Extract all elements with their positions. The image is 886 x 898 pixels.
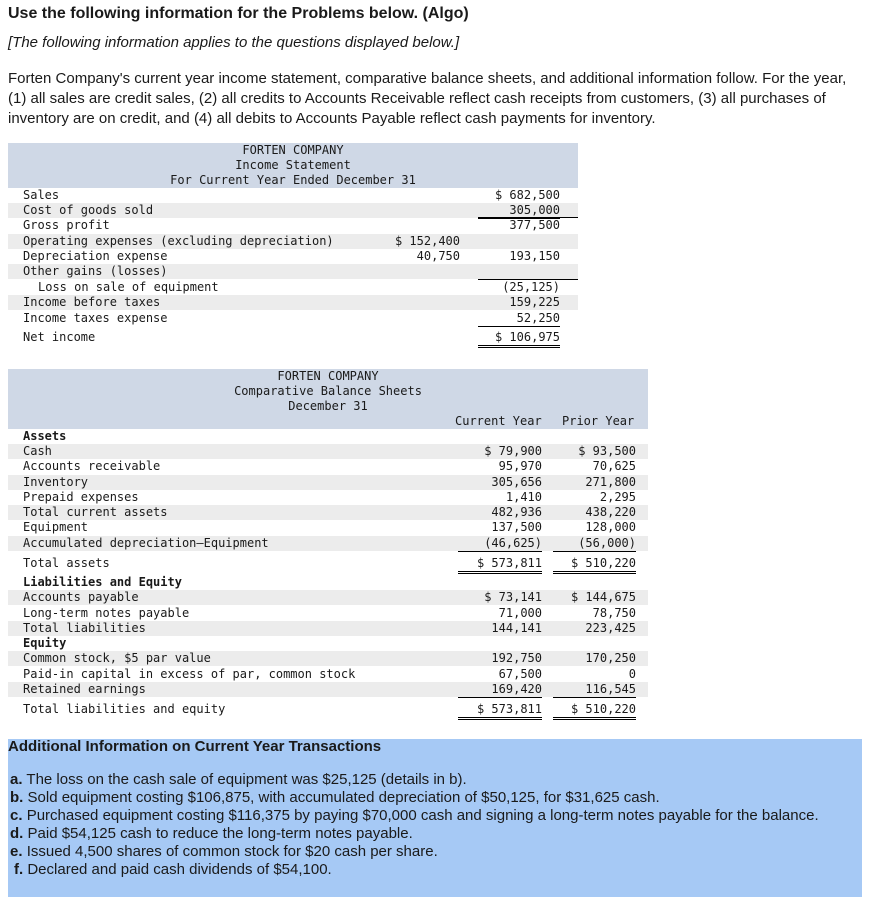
balance-row — [8, 575, 648, 590]
additional-info-item — [8, 861, 819, 879]
income-row — [8, 234, 578, 249]
balance-row-label: Total current assets — [23, 505, 168, 519]
balance-row-label: Equity — [23, 636, 67, 650]
income-row-label: Other gains (losses) — [23, 264, 168, 278]
income-rule — [478, 279, 578, 280]
balance-current-amount: 71,000 — [458, 606, 542, 622]
balance-row — [8, 682, 648, 697]
balance-prior-amount: (56,000) — [553, 536, 636, 552]
balance-current-amount: 482,936 — [491, 505, 542, 519]
income-row — [8, 311, 578, 326]
column-current-year: Current Year — [455, 414, 542, 428]
income-row-right-amount: $ 682,500 — [494, 188, 560, 202]
income-row-label: Operating expenses (excluding depreciation) — [23, 234, 334, 248]
income-row-right-amount: 377,500 — [509, 218, 560, 232]
additional-info-item — [8, 789, 819, 807]
balance-row — [8, 702, 648, 717]
balance-row-label: Accumulated depreciation—Equipment — [23, 536, 269, 550]
balance-current-amount: $ 73,141 — [484, 590, 542, 604]
income-row — [8, 330, 578, 345]
income-statement-header — [8, 143, 578, 188]
balance-current-amount: 192,750 — [491, 651, 542, 665]
balance-prior-amount: $ 93,500 — [578, 444, 636, 458]
balance-current-amount: (46,625) — [458, 536, 542, 552]
income-row-right-amount: 305,000 — [478, 203, 560, 219]
income-row-mid-amount: $ 152,400 — [394, 234, 460, 248]
page-title: Use the following information for the Problems below. (Algo) — [8, 5, 469, 22]
balance-row-label: Equipment — [23, 520, 89, 534]
balance-row-label: Total liabilities — [23, 621, 146, 635]
balance-current-amount: 144,141 — [491, 621, 542, 635]
balance-prior-amount: 438,220 — [585, 505, 636, 519]
income-row-label: Gross profit — [23, 218, 110, 232]
additional-info-panel — [8, 739, 862, 897]
balance-row-label: Paid-in capital in excess of par, common stock — [23, 667, 356, 681]
balance-row — [8, 459, 648, 474]
balance-row-label: Cash — [23, 444, 52, 458]
balance-current-amount: 137,500 — [491, 520, 542, 534]
balance-prior-amount: $ 510,220 — [553, 702, 636, 720]
balance-row-label: Accounts receivable — [23, 459, 161, 473]
income-row-label: Depreciation expense — [23, 249, 168, 263]
balance-current-amount: 1,410 — [458, 490, 542, 506]
additional-info-item — [8, 771, 819, 789]
balance-row-label: Total assets — [23, 556, 110, 570]
balance-current-amount: 305,656 — [491, 475, 542, 489]
income-statement — [8, 143, 578, 353]
balance-prior-amount: 0 — [628, 667, 636, 681]
additional-info-item — [8, 825, 819, 843]
balance-row-label: Accounts payable — [23, 590, 139, 604]
balance-row-label: Long-term notes payable — [23, 606, 190, 620]
income-rule — [478, 217, 578, 218]
additional-info-list — [8, 771, 819, 879]
income-row-right-amount: 159,225 — [509, 295, 560, 309]
balance-prior-amount: 2,295 — [553, 490, 636, 506]
balance-prior-amount: 170,250 — [585, 651, 636, 665]
balance-prior-amount: 271,800 — [585, 475, 636, 489]
balance-row — [8, 475, 648, 490]
balance-row — [8, 444, 648, 459]
balance-prior-amount: 78,750 — [553, 606, 636, 622]
balance-row — [8, 490, 648, 505]
balance-row — [8, 520, 648, 535]
page-subtitle: [The following information applies to the questions displayed below.] — [8, 34, 460, 51]
balance-row — [8, 621, 648, 636]
balance-row-label: Liabilities and Equity — [23, 575, 182, 589]
additional-info-heading: Additional Information on Current Year Transactions — [8, 738, 382, 755]
income-row-mid-amount: 40,750 — [378, 249, 460, 265]
balance-row — [8, 636, 648, 651]
additional-info-text: Purchased equipment costing $116,375 by paying $70,000 cash and signing a long-term notes payable for the balance. — [26, 807, 819, 824]
balance-row — [8, 590, 648, 605]
additional-info-letter: c. — [10, 807, 23, 824]
income-statement-name: Income Statement — [235, 158, 351, 172]
additional-info-letter: e. — [10, 843, 23, 860]
income-row-label: Income before taxes — [23, 295, 161, 309]
income-row-label: Loss on sale of equipment — [38, 280, 219, 294]
income-row — [8, 264, 578, 279]
additional-info-letter: b. — [10, 789, 24, 806]
additional-info-item — [8, 807, 819, 825]
intro-paragraph: Forten Company's current year income statement, comparative balance sheets, and additional information follow. For the year, (1) all sales are credit sales, (2) all credits to Accounts Receivable reflect cash receipts from customers, (3) all purchases of inventory are on credit, and (4) all debits to Accounts Payable reflect cash payments for inventory. — [8, 70, 847, 127]
balance-prior-amount: 128,000 — [585, 520, 636, 534]
balance-row-label: Assets — [23, 429, 67, 443]
income-row-label: Income taxes expense — [23, 311, 168, 325]
income-row-label: Cost of goods sold — [23, 203, 154, 217]
balance-current-amount: $ 573,811 — [458, 702, 542, 720]
additional-info-letter: f. — [14, 861, 24, 878]
additional-info-text: Declared and paid cash dividends of $54,100. — [27, 861, 332, 878]
balance-row — [8, 429, 648, 444]
income-row — [8, 218, 578, 233]
balance-prior-amount: 223,425 — [585, 621, 636, 635]
income-company-name: FORTEN COMPANY — [242, 143, 344, 157]
balance-row — [8, 536, 648, 551]
additional-info-letter: d. — [10, 825, 24, 842]
income-row — [8, 280, 578, 295]
balance-company-name: FORTEN COMPANY — [277, 369, 379, 383]
balance-prior-amount: $ 510,220 — [553, 556, 636, 574]
balance-row — [8, 651, 648, 666]
income-row-right-amount: 52,250 — [478, 311, 560, 327]
additional-info-item — [8, 843, 819, 861]
balance-row — [8, 505, 648, 520]
balance-row — [8, 556, 648, 571]
income-row-right-amount: 193,150 — [509, 249, 560, 263]
balance-prior-amount: $ 144,675 — [570, 590, 636, 604]
balance-current-amount: 67,500 — [498, 667, 542, 681]
balance-current-amount: $ 79,900 — [484, 444, 542, 458]
balance-prior-amount: 116,545 — [553, 682, 636, 698]
column-prior-year: Prior Year — [562, 414, 635, 428]
income-row-label: Sales — [23, 188, 60, 202]
balance-date: December 31 — [288, 399, 368, 413]
income-row-right-amount: $ 106,975 — [478, 330, 560, 348]
balance-prior-amount: 70,625 — [592, 459, 636, 473]
balance-row-label: Common stock, $5 par value — [23, 651, 211, 665]
balance-statement-name: Comparative Balance Sheets — [234, 384, 422, 398]
additional-info-text: Sold equipment costing $106,875, with accumulated depreciation of $50,125, for $31,625 cash. — [27, 789, 660, 806]
additional-info-text: The loss on the cash sale of equipment was $25,125 (details in b). — [26, 771, 467, 788]
additional-info-text: Issued 4,500 shares of common stock for $20 cash per share. — [26, 843, 438, 860]
additional-info-letter: a. — [10, 771, 23, 788]
balance-row-label: Total liabilities and equity — [23, 702, 226, 716]
income-row-label: Net income — [23, 330, 96, 344]
balance-current-amount: $ 573,811 — [458, 556, 542, 574]
balance-sheet — [8, 369, 648, 721]
balance-row — [8, 667, 648, 682]
balance-current-amount: 169,420 — [458, 682, 542, 698]
balance-row-label: Retained earnings — [23, 682, 146, 696]
balance-row-label: Inventory — [23, 475, 89, 489]
income-row — [8, 203, 578, 218]
additional-info-text: Paid $54,125 cash to reduce the long-term notes payable. — [27, 825, 413, 842]
income-row-right-amount: (25,125) — [478, 280, 560, 296]
balance-row — [8, 606, 648, 621]
income-row — [8, 188, 578, 203]
balance-sheet-header — [8, 369, 648, 429]
balance-current-amount: 95,970 — [498, 459, 542, 473]
income-row — [8, 295, 578, 310]
balance-row-label: Prepaid expenses — [23, 490, 139, 504]
income-row — [8, 249, 578, 264]
income-period: For Current Year Ended December 31 — [170, 173, 416, 187]
